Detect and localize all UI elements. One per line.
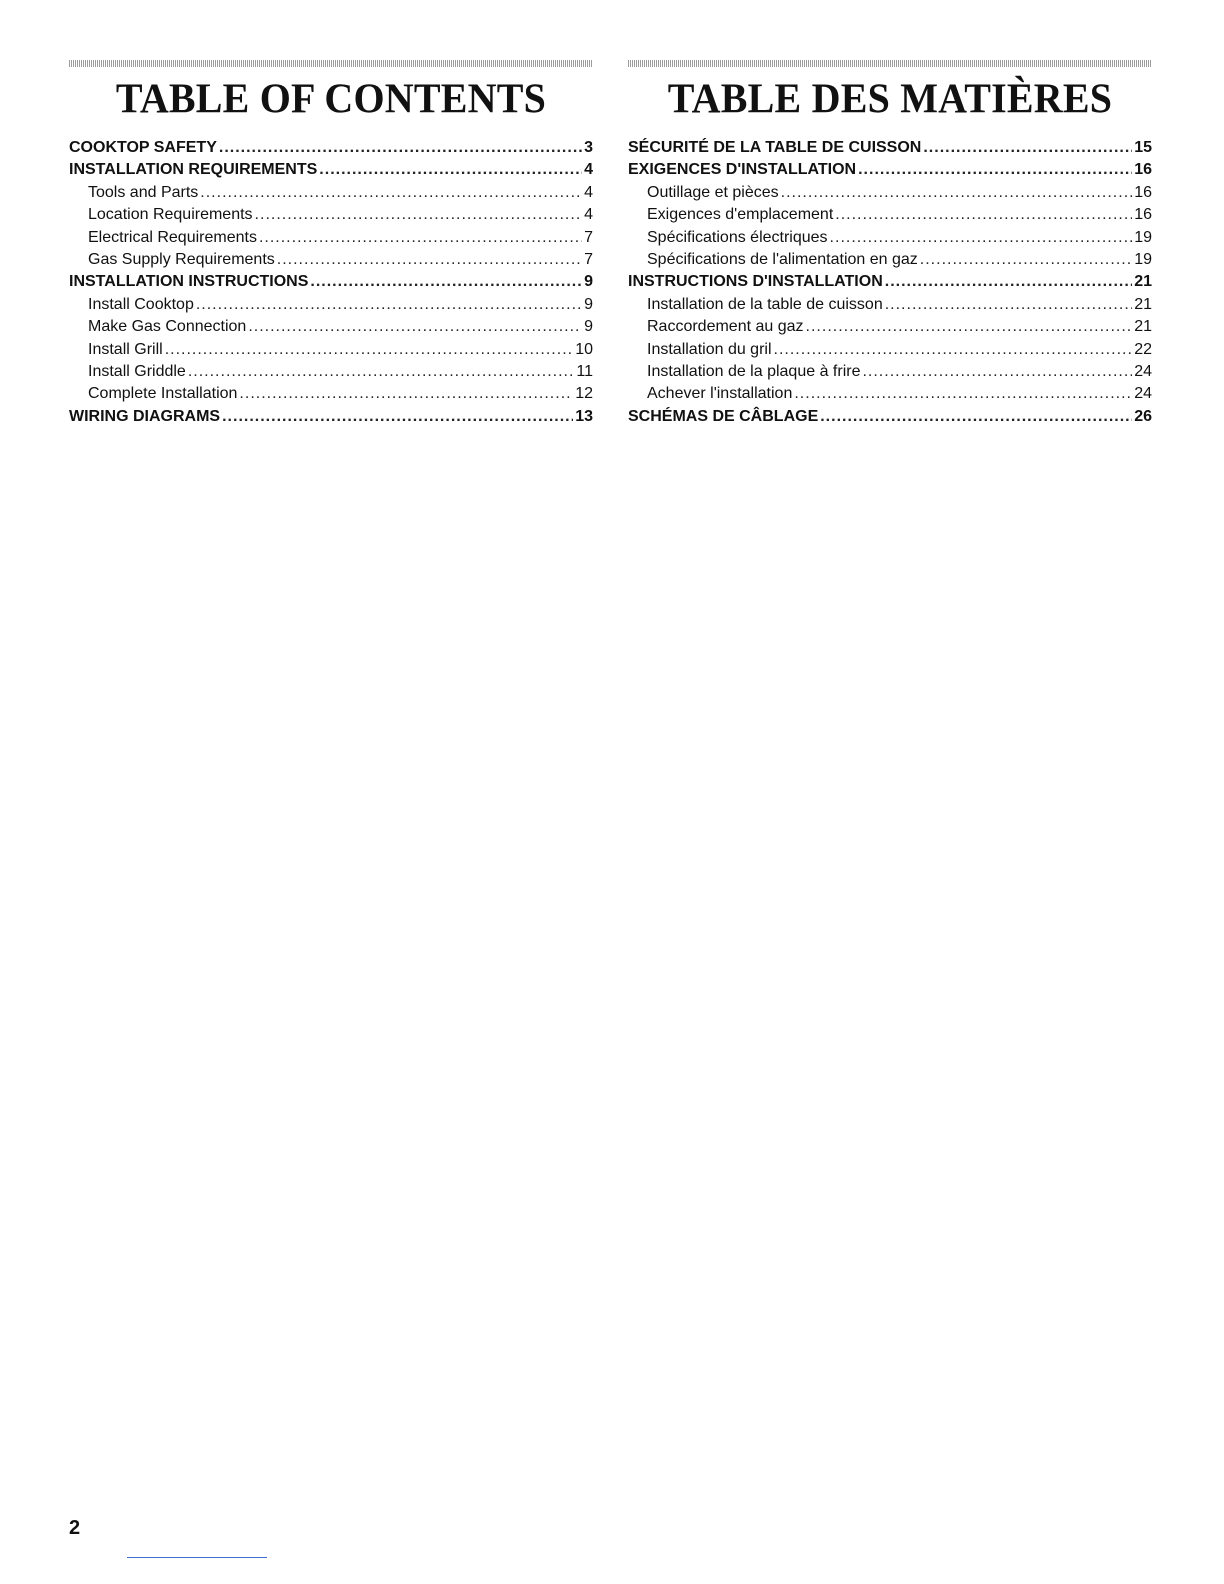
toc-entry-page-number: 24 xyxy=(1134,362,1152,380)
toc-entry-label: Gas Supply Requirements xyxy=(88,250,275,268)
toc-section-entry[interactable] xyxy=(628,159,1152,181)
header-rule xyxy=(69,60,593,67)
toc-entry-label: Installation de la table de cuisson xyxy=(647,295,883,313)
toc-entry-label: Spécifications électriques xyxy=(647,228,828,246)
toc-entry-page-number: 9 xyxy=(584,295,593,313)
toc-entry-page-number: 12 xyxy=(575,385,593,403)
dot-leader xyxy=(920,249,1132,271)
toc-entry-page-number: 4 xyxy=(584,161,593,179)
toc-entry-page-number: 4 xyxy=(584,206,593,224)
toc-subsection-entry[interactable] xyxy=(628,361,1152,383)
toc-entry-page-number: 24 xyxy=(1134,385,1152,403)
toc-title-english: TABLE OF CONTENTS xyxy=(115,74,547,123)
dot-leader xyxy=(165,339,574,361)
toc-entry-label: Install Grill xyxy=(88,340,163,358)
toc-subsection-entry[interactable] xyxy=(628,204,1152,226)
dot-leader xyxy=(885,271,1132,293)
toc-entry-page-number: 15 xyxy=(1134,139,1152,156)
toc-entry-page-number: 3 xyxy=(584,139,593,156)
toc-entry-page-number: 13 xyxy=(575,407,593,425)
toc-section-entry[interactable] xyxy=(69,159,593,181)
toc-subsection-entry[interactable] xyxy=(69,249,593,271)
toc-subsection-entry[interactable] xyxy=(69,294,593,316)
toc-subsection-entry[interactable] xyxy=(69,316,593,338)
toc-entry-page-number: 21 xyxy=(1134,295,1152,313)
header-rule xyxy=(628,60,1152,67)
toc-entry-page-number: 11 xyxy=(576,362,593,380)
dot-leader xyxy=(239,383,573,405)
toc-subsection-entry[interactable] xyxy=(69,339,593,361)
toc-title-french: TABLE DES MATIÈRES xyxy=(667,74,1113,123)
toc-entry-label: Raccordement au gaz xyxy=(647,318,804,336)
dot-leader xyxy=(219,137,582,159)
footer-link-underline xyxy=(127,1557,267,1558)
dot-leader xyxy=(200,182,582,204)
toc-entry-page-number: 21 xyxy=(1134,318,1152,336)
toc-entry-page-number: 10 xyxy=(575,340,593,358)
toc-section-entry[interactable] xyxy=(628,137,1152,159)
toc-section-entry[interactable] xyxy=(628,271,1152,293)
dot-leader xyxy=(781,182,1133,204)
dot-leader xyxy=(774,339,1133,361)
toc-subsection-entry[interactable] xyxy=(628,316,1152,338)
page-number: 2 xyxy=(69,1517,81,1539)
toc-entry-label: Location Requirements xyxy=(88,206,253,224)
toc-entry-label: Make Gas Connection xyxy=(88,318,247,336)
dot-leader xyxy=(820,406,1132,428)
dot-leader xyxy=(319,159,582,181)
toc-subsection-entry[interactable] xyxy=(69,383,593,405)
toc-entry-page-number: 7 xyxy=(584,250,593,268)
toc-entry-label: COOKTOP SAFETY xyxy=(69,139,217,156)
toc-entry-page-number: 19 xyxy=(1134,250,1152,268)
dot-leader xyxy=(248,316,582,338)
toc-entry-label: INSTALLATION INSTRUCTIONS xyxy=(69,273,309,291)
dot-leader xyxy=(923,137,1132,159)
dot-leader xyxy=(806,316,1133,338)
toc-section-entry[interactable] xyxy=(69,137,593,159)
toc-entry-page-number: 22 xyxy=(1134,340,1152,358)
toc-entry-page-number: 9 xyxy=(584,273,593,291)
toc-entry-page-number: 19 xyxy=(1134,228,1152,246)
toc-french-column xyxy=(628,60,1152,428)
toc-subsection-entry[interactable] xyxy=(69,182,593,204)
toc-entry-label: Install Cooktop xyxy=(88,295,194,313)
toc-entry-label: Installation du gril xyxy=(647,340,772,358)
toc-section-entry[interactable] xyxy=(69,406,593,428)
toc-subsection-entry[interactable] xyxy=(69,204,593,226)
toc-subsection-entry[interactable] xyxy=(628,249,1152,271)
toc-entry-label: Exigences d'emplacement xyxy=(647,206,834,224)
toc-entry-label: SÉCURITÉ DE LA TABLE DE CUISSON xyxy=(628,139,922,156)
toc-english-column xyxy=(69,60,593,428)
toc-entry-page-number: 4 xyxy=(584,183,593,201)
toc-entry-label: SCHÉMAS DE CÂBLAGE xyxy=(628,407,819,425)
toc-entry-page-number: 9 xyxy=(584,318,593,336)
dot-leader xyxy=(835,204,1132,226)
dot-leader xyxy=(188,361,575,383)
toc-entry-page-number: 16 xyxy=(1134,161,1152,179)
dot-leader xyxy=(255,204,583,226)
toc-entry-page-number: 7 xyxy=(584,228,593,246)
dot-leader xyxy=(885,294,1132,316)
dot-leader xyxy=(794,383,1132,405)
toc-entry-label: Spécifications de l'alimentation en gaz xyxy=(647,250,918,268)
dot-leader xyxy=(196,294,582,316)
toc-entry-label: EXIGENCES D'INSTALLATION xyxy=(628,161,857,179)
toc-entry-label: INSTALLATION REQUIREMENTS xyxy=(69,161,318,179)
toc-entry-label: Electrical Requirements xyxy=(88,228,257,246)
toc-entry-label: WIRING DIAGRAMS xyxy=(69,407,221,425)
toc-list-french xyxy=(628,137,1152,428)
toc-entry-label: Outillage et pièces xyxy=(647,183,779,201)
dot-leader xyxy=(259,227,582,249)
toc-section-entry[interactable] xyxy=(69,271,593,293)
toc-entry-label: INSTRUCTIONS D'INSTALLATION xyxy=(628,273,883,291)
toc-section-entry[interactable] xyxy=(628,406,1152,428)
toc-entry-page-number: 16 xyxy=(1134,206,1152,224)
toc-subsection-entry[interactable] xyxy=(628,182,1152,204)
toc-subsection-entry[interactable] xyxy=(628,339,1152,361)
toc-subsection-entry[interactable] xyxy=(628,227,1152,249)
toc-entry-label: Complete Installation xyxy=(88,385,238,403)
toc-subsection-entry[interactable] xyxy=(69,227,593,249)
toc-list-english xyxy=(69,137,593,428)
toc-entry-page-number: 21 xyxy=(1134,273,1152,291)
dot-leader xyxy=(222,406,573,428)
dot-leader xyxy=(858,159,1132,181)
toc-entry-page-number: 26 xyxy=(1134,407,1152,425)
toc-entry-label: Installation de la plaque à frire xyxy=(647,362,861,380)
toc-subsection-entry[interactable] xyxy=(69,361,593,383)
dot-leader xyxy=(310,271,582,293)
dot-leader xyxy=(277,249,582,271)
dot-leader xyxy=(862,361,1132,383)
toc-entry-page-number: 16 xyxy=(1134,183,1152,201)
toc-entry-label: Install Griddle xyxy=(88,362,186,380)
toc-entry-label: Tools and Parts xyxy=(88,183,199,201)
toc-subsection-entry[interactable] xyxy=(628,294,1152,316)
toc-entry-label: Achever l'installation xyxy=(647,385,793,403)
toc-subsection-entry[interactable] xyxy=(628,383,1152,405)
dot-leader xyxy=(830,227,1133,249)
